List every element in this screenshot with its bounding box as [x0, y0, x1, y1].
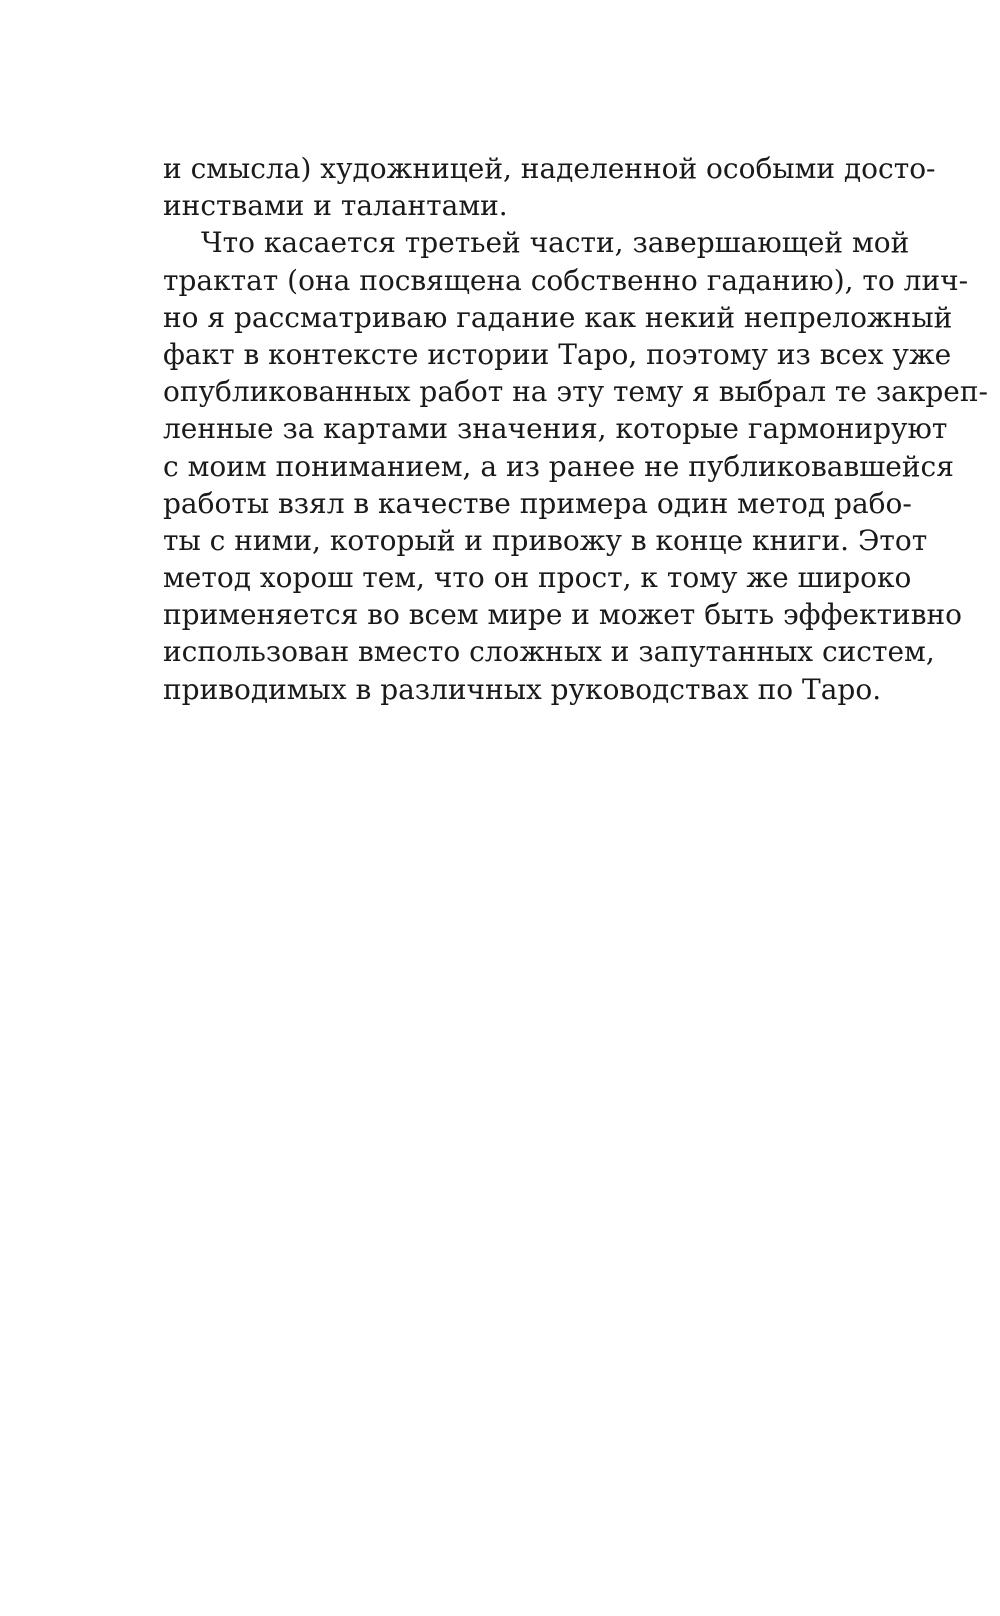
text-line: с моим пониманием, а из ранее не публиковавшейся [163, 449, 954, 483]
text-line: но я рассматриваю гадание как некий непреложный [163, 300, 953, 334]
paragraph [163, 150, 936, 224]
paragraph [163, 224, 988, 707]
text-line: факт в контексте истории Таро, поэтому из всех уже [163, 337, 952, 371]
text-line: использован вместо сложных и запутанных систем, [163, 635, 935, 669]
text-line: инствами и талантами. [163, 189, 508, 223]
text-line: применяется во всем мире и может быть эффективно [163, 598, 962, 632]
text-line: метод хорош тем, что он прост, к тому же широко [163, 561, 912, 595]
text-line: и смысла) художницей, наделенной особыми досто- [163, 152, 936, 185]
text-line: ленные за картами значения, которые гармонируют [163, 412, 948, 446]
text-line: приводимых в различных руководствах по Таро. [163, 672, 882, 706]
text-line: опубликованных работ на эту тему я выбрал те закреп- [163, 375, 988, 409]
body-text [163, 150, 988, 708]
text-line: Что касается третьей части, завершающей мой [201, 226, 910, 260]
text-line: работы взял в качестве примера один метод рабо- [163, 486, 912, 520]
text-line: ты с ними, который и привожу в конце книги. Этот [163, 523, 928, 557]
text-line: трактат (она посвящена собственно гаданию), то лич- [163, 263, 969, 297]
